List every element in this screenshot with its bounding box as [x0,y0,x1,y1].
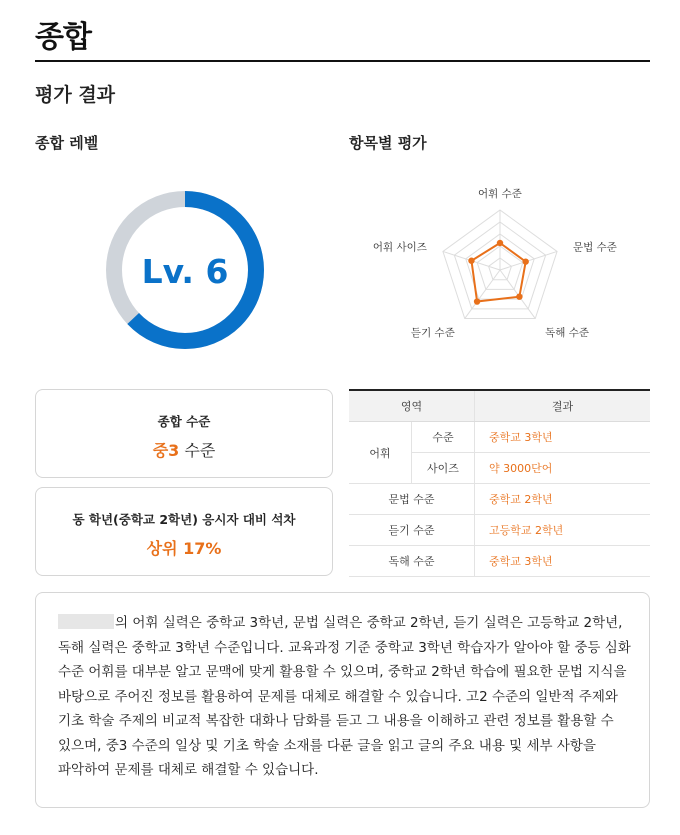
title-divider [35,60,650,62]
overall-level-card [35,389,333,478]
radar-axis-label: 어휘 수준 [478,188,522,201]
radar-data-point [522,258,528,264]
summary-paragraph [58,611,636,783]
radar-data-point [468,258,474,264]
table-result: 중학교 3학년 [475,546,651,577]
radar-axis-label: 독해 수준 [545,327,590,340]
overall-level-title: 종합 레벨 [35,134,99,152]
radar-title: 항목별 평가 [349,134,427,152]
table-group-vocab: 어휘 [349,422,412,484]
overall-level-grade: 중3 [152,441,180,460]
rank-card-value: 상위 17% [146,539,222,558]
table-row [349,546,650,577]
table-area: 독해 수준 [349,546,475,577]
overall-level-suffix: 수준 [179,441,216,460]
table-result: 중학교 2학년 [475,484,651,515]
table-row [349,484,650,515]
overall-level-card-value [36,438,332,461]
level-label: Lv. 6 [141,252,229,291]
table-row [349,515,650,546]
table-header-row [349,391,650,422]
table-result: 고등학교 2학년 [475,515,651,546]
page-title: 종합 [35,20,91,55]
radar-axis-label: 문법 수준 [573,241,617,254]
radar-axis-label: 듣기 수준 [410,327,455,340]
table-result: 중학교 3학년 [475,422,651,453]
table-sub-area: 사이즈 [412,453,475,484]
radar-chart [350,170,650,370]
table-sub-area: 수준 [412,422,475,453]
rank-card-label: 동 학년(중학교 2학년) 응시자 대비 석차 [72,512,296,527]
overall-level-card-label: 종합 수준 [157,414,211,429]
radar-data-point [516,293,522,299]
section-title: 평가 결과 [35,84,116,106]
table-row [349,422,650,453]
summary-text: 의 어휘 실력은 중학교 3학년, 문법 실력은 중학교 2학년, 듣기 실력은 고등학교 2학년, 독해 실력은 중학교 3학년 수준입니다. 교육과정 기준 중학교 3학년 학습자가 알아야 할 중등 심화 수준 어휘를 대부분 알고 문맥에 맞게 활용할 수 있으며, 중학교 2학년 학습에 필요한 문법 지식을 바탕으로 주어진 정보를 활용하여 문제를 대체로 해결할 수 있습니다. 고2 수준의 일반적 주제와 기초 학술 주제의 비교적 복잡한 대화나 담화를 듣고 그 내용을 이해하고 관련 정보를 활용할 수 있으며, 중3 수준의 일상 및 기초 학술 소재를 다룬 글을 읽고 글의 주요 내용 및 세부 사항을 파악하여 문제를 대체로 해결할 수 있습니다. [58,615,631,778]
table-header-area: 영역 [349,391,475,422]
radar-data-point [474,298,480,304]
table-header-result: 결과 [475,391,651,422]
result-table [349,391,650,577]
table-result: 약 3000단어 [475,453,651,484]
radar-axis-label: 어휘 사이즈 [372,241,427,254]
table-area: 문법 수준 [349,484,475,515]
rank-card [35,487,333,576]
radar-data-point [497,240,503,246]
table-area: 듣기 수준 [349,515,475,546]
summary-box [35,592,650,808]
redacted-name [58,614,114,629]
result-table-wrapper [349,389,650,577]
level-donut-chart [100,185,270,355]
